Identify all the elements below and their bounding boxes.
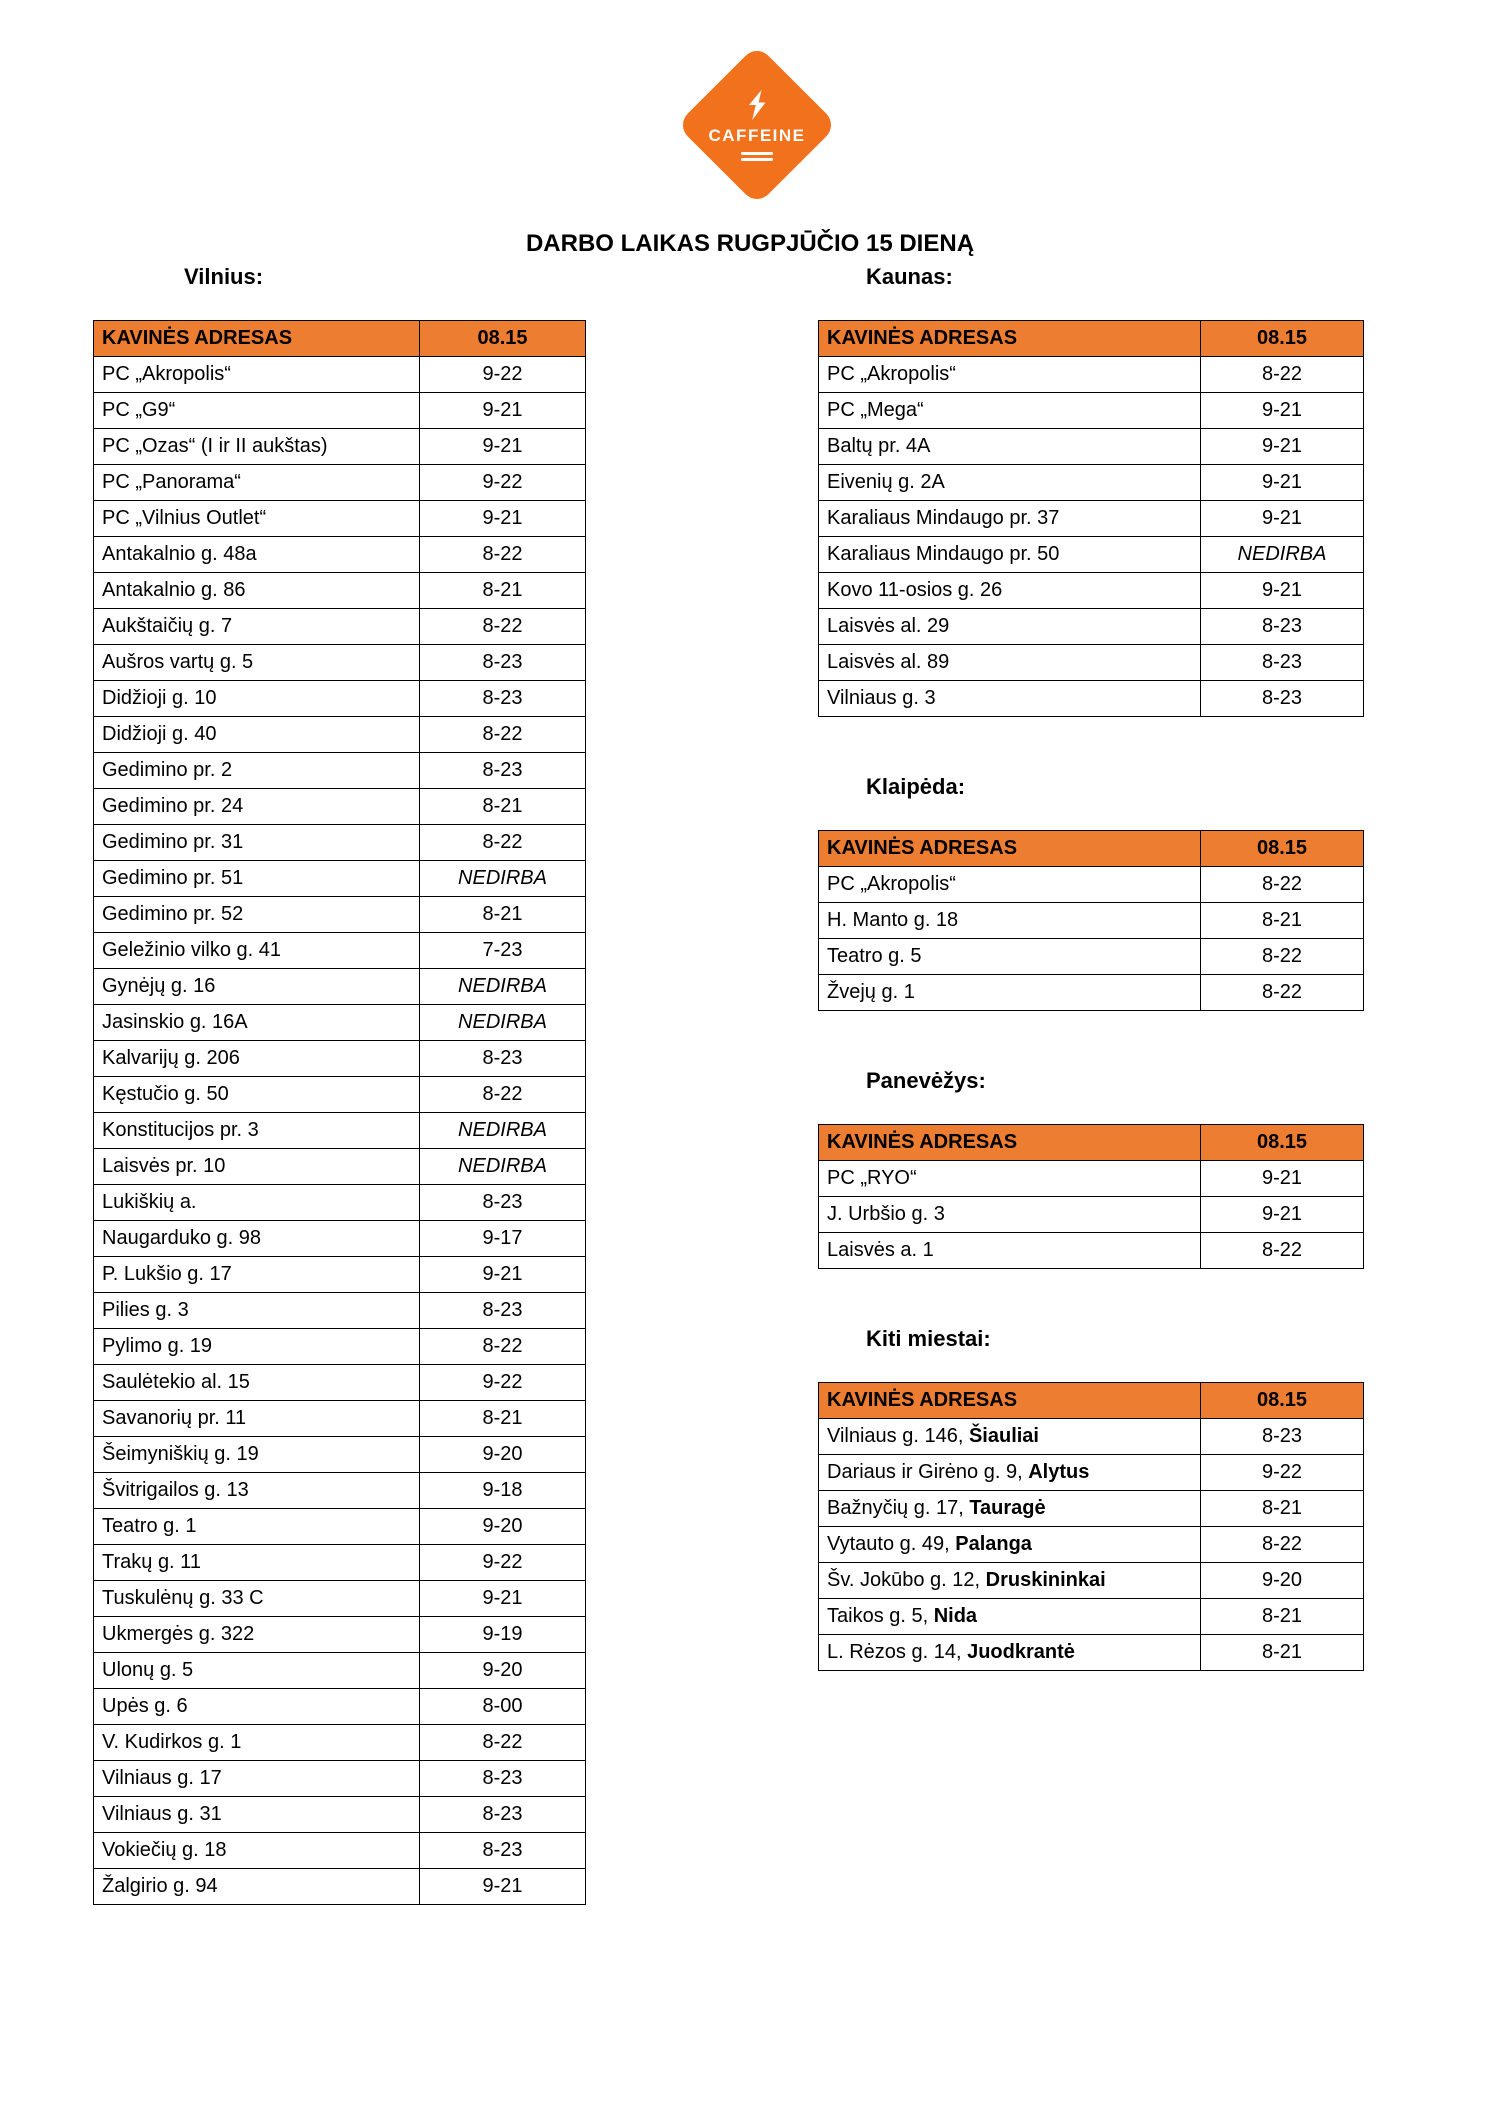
table-row (94, 861, 586, 897)
hours-cell: 8-21 (1201, 1491, 1364, 1527)
hours-cell: 8-22 (420, 717, 586, 753)
table-row (819, 1491, 1364, 1527)
address-cell: Vilniaus g. 3 (819, 681, 1201, 717)
table-row (819, 903, 1364, 939)
address-cell: Šeimyniškių g. 19 (94, 1437, 420, 1473)
table-row (94, 1149, 586, 1185)
hours-cell: 9-18 (420, 1473, 586, 1509)
address-cell: Didžioji g. 10 (94, 681, 420, 717)
address-cell: Antakalnio g. 48a (94, 537, 420, 573)
section-kaunas (818, 262, 1364, 717)
table-row (819, 939, 1364, 975)
hours-cell: 8-23 (420, 1833, 586, 1869)
address-cell: Upės g. 6 (94, 1689, 420, 1725)
address-cell: Naugarduko g. 98 (94, 1221, 420, 1257)
hours-cell: 8-23 (1201, 645, 1364, 681)
table-klaipeda (818, 830, 1364, 1011)
table-row (94, 609, 586, 645)
table-row (819, 1233, 1364, 1269)
address-cell: Vokiečių g. 18 (94, 1833, 420, 1869)
table-row (819, 1419, 1364, 1455)
table-row (94, 1185, 586, 1221)
address-cell: Dariaus ir Girėno g. 9, Alytus (819, 1455, 1201, 1491)
caffeine-logo (674, 42, 840, 208)
hours-cell: 8-21 (420, 573, 586, 609)
table-vilnius (93, 320, 586, 1905)
page-title: DARBO LAIKAS RUGPJŪČIO 15 DIENĄ (525, 230, 975, 257)
table-row (94, 717, 586, 753)
table-row (819, 1563, 1364, 1599)
address-cell: PC „Mega“ (819, 393, 1201, 429)
hours-cell: 9-21 (1201, 1197, 1364, 1233)
hours-cell: 9-20 (420, 1509, 586, 1545)
address-cell: J. Urbšio g. 3 (819, 1197, 1201, 1233)
city-heading-kiti-miestai: Kiti miestai: (866, 1326, 991, 1351)
city-heading-panevezys: Panevėžys: (866, 1068, 986, 1093)
table-row (94, 501, 586, 537)
hours-cell: 9-21 (420, 393, 586, 429)
hours-cell: 9-20 (1201, 1563, 1364, 1599)
address-cell: Karaliaus Mindaugo pr. 37 (819, 501, 1201, 537)
table-row (819, 1599, 1364, 1635)
address-cell: Laisvės a. 1 (819, 1233, 1201, 1269)
address-cell: PC „Akropolis“ (819, 867, 1201, 903)
hours-cell: 8-22 (420, 1329, 586, 1365)
hours-cell: 9-21 (420, 429, 586, 465)
table-row (819, 609, 1364, 645)
table-row (94, 1545, 586, 1581)
city-name-bold: Palanga (955, 1533, 1032, 1555)
hours-cell: 9-22 (420, 1545, 586, 1581)
hours-cell: 9-21 (420, 1869, 586, 1905)
hours-cell: 9-22 (420, 357, 586, 393)
city-name-bold: Nida (933, 1605, 978, 1627)
table-row (819, 867, 1364, 903)
left-column (93, 262, 586, 1905)
table-row (819, 975, 1364, 1011)
hours-cell: 8-21 (1201, 903, 1364, 939)
table-row (94, 1329, 586, 1365)
column-header-date: 08.15 (1201, 321, 1364, 357)
table-kaunas (818, 320, 1364, 717)
hours-cell: NEDIRBA (420, 1005, 586, 1041)
table-row (819, 645, 1364, 681)
hours-cell: 8-22 (420, 1077, 586, 1113)
table-row (94, 1797, 586, 1833)
table-row (94, 825, 586, 861)
table-row (94, 1437, 586, 1473)
address-cell: PC „Akropolis“ (94, 357, 420, 393)
address-cell: Taikos g. 5, Nida (819, 1599, 1201, 1635)
address-cell: Gedimino pr. 31 (94, 825, 420, 861)
column-header-date: 08.15 (1201, 831, 1364, 867)
hours-cell: 8-22 (420, 537, 586, 573)
hours-cell: 9-21 (1201, 1161, 1364, 1197)
hours-cell: 8-22 (1201, 357, 1364, 393)
address-cell: Vilniaus g. 31 (94, 1797, 420, 1833)
hours-cell: 9-21 (1201, 429, 1364, 465)
address-cell: Konstitucijos pr. 3 (94, 1113, 420, 1149)
address-cell: Žalgirio g. 94 (94, 1869, 420, 1905)
logo-underline (741, 152, 773, 161)
table-row (94, 1473, 586, 1509)
address-cell: PC „RYO“ (819, 1161, 1201, 1197)
hours-cell: 9-21 (1201, 573, 1364, 609)
logo-brand-text: CAFFEINE (708, 126, 806, 145)
address-cell: L. Rėzos g. 14, Juodkrantė (819, 1635, 1201, 1671)
address-cell: Kovo 11-osios g. 26 (819, 573, 1201, 609)
table-row (819, 429, 1364, 465)
table-panevezys (818, 1124, 1364, 1269)
hours-cell: 8-23 (1201, 609, 1364, 645)
address-cell: Bažnyčių g. 17, Tauragė (819, 1491, 1201, 1527)
table-row (819, 393, 1364, 429)
hours-cell: 8-23 (420, 645, 586, 681)
table-row (819, 1455, 1364, 1491)
table-row (94, 1689, 586, 1725)
table-row (94, 1401, 586, 1437)
address-cell: PC „Ozas“ (I ir II aukštas) (94, 429, 420, 465)
table-row (94, 1077, 586, 1113)
table-row (94, 753, 586, 789)
hours-cell: 8-23 (420, 1293, 586, 1329)
table-row (819, 501, 1364, 537)
section-kiti-miestai (818, 1324, 1364, 1671)
table-row (94, 1581, 586, 1617)
address-cell: Aušros vartų g. 5 (94, 645, 420, 681)
table-header-row (819, 1125, 1364, 1161)
table-row (94, 1257, 586, 1293)
hours-cell: 8-23 (420, 1797, 586, 1833)
column-header-address: KAVINĖS ADRESAS (819, 1383, 1201, 1419)
table-row (819, 357, 1364, 393)
address-cell: Švitrigailos g. 13 (94, 1473, 420, 1509)
table-row (94, 1293, 586, 1329)
hours-cell: 9-22 (420, 1365, 586, 1401)
hours-cell: 8-21 (420, 789, 586, 825)
hours-cell: 9-22 (420, 465, 586, 501)
hours-cell: 8-21 (1201, 1635, 1364, 1671)
city-heading-vilnius: Vilnius: (184, 264, 264, 289)
table-row (94, 357, 586, 393)
address-cell: Gedimino pr. 24 (94, 789, 420, 825)
address-cell: Tuskulėnų g. 33 C (94, 1581, 420, 1617)
hours-cell: 9-20 (420, 1437, 586, 1473)
address-cell: Antakalnio g. 86 (94, 573, 420, 609)
hours-cell: NEDIRBA (420, 1113, 586, 1149)
right-column (818, 262, 1364, 1671)
hours-cell: 8-23 (1201, 1419, 1364, 1455)
hours-cell: 9-21 (1201, 393, 1364, 429)
address-cell: Vilniaus g. 146, Šiauliai (819, 1419, 1201, 1455)
city-name-bold: Šiauliai (968, 1425, 1039, 1447)
hours-cell: NEDIRBA (1201, 537, 1364, 573)
table-row (94, 1221, 586, 1257)
hours-cell: 8-23 (420, 753, 586, 789)
table-row (94, 1509, 586, 1545)
table-row (819, 465, 1364, 501)
table-row (94, 681, 586, 717)
hours-cell: NEDIRBA (420, 861, 586, 897)
address-cell: Teatro g. 1 (94, 1509, 420, 1545)
section-vilnius (93, 262, 586, 1905)
table-row (819, 1635, 1364, 1671)
table-row (94, 1617, 586, 1653)
hours-cell: 9-21 (420, 1581, 586, 1617)
address-cell: Gedimino pr. 51 (94, 861, 420, 897)
address-cell: Teatro g. 5 (819, 939, 1201, 975)
address-cell: Geležinio vilko g. 41 (94, 933, 420, 969)
table-row (94, 1653, 586, 1689)
section-panevezys (818, 1066, 1364, 1269)
table-row (94, 393, 586, 429)
table-row (94, 1833, 586, 1869)
hours-cell: 8-22 (1201, 1233, 1364, 1269)
address-cell: Savanorių pr. 11 (94, 1401, 420, 1437)
table-kiti-miestai (818, 1382, 1364, 1671)
address-cell: Gedimino pr. 2 (94, 753, 420, 789)
address-cell: PC „Vilnius Outlet“ (94, 501, 420, 537)
address-cell: Vytauto g. 49, Palanga (819, 1527, 1201, 1563)
table-row (94, 1365, 586, 1401)
city-name-bold: Alytus (1028, 1461, 1090, 1483)
table-row (94, 465, 586, 501)
address-cell: PC „Panorama“ (94, 465, 420, 501)
address-cell: Žvejų g. 1 (819, 975, 1201, 1011)
address-cell: Trakų g. 11 (94, 1545, 420, 1581)
hours-cell: 8-22 (420, 609, 586, 645)
hours-cell: 8-22 (1201, 939, 1364, 975)
city-name-bold: Tauragė (969, 1497, 1046, 1519)
address-cell: Baltų pr. 4A (819, 429, 1201, 465)
address-cell: Laisvės pr. 10 (94, 1149, 420, 1185)
table-row (819, 1197, 1364, 1233)
address-cell: PC „Akropolis“ (819, 357, 1201, 393)
column-header-date: 08.15 (420, 321, 586, 357)
table-row (94, 933, 586, 969)
column-header-date: 08.15 (1201, 1383, 1364, 1419)
hours-cell: 8-21 (420, 1401, 586, 1437)
table-row (819, 573, 1364, 609)
hours-cell: 9-21 (1201, 501, 1364, 537)
table-row (94, 645, 586, 681)
address-cell: PC „G9“ (94, 393, 420, 429)
hours-cell: 8-23 (1201, 681, 1364, 717)
address-cell: Ulonų g. 5 (94, 1653, 420, 1689)
hours-cell: 9-22 (1201, 1455, 1364, 1491)
address-cell: Eivenių g. 2A (819, 465, 1201, 501)
table-row (94, 1113, 586, 1149)
address-cell: Kalvarijų g. 206 (94, 1041, 420, 1077)
table-header-row (94, 321, 586, 357)
hours-cell: 8-23 (420, 1761, 586, 1797)
address-cell: Pylimo g. 19 (94, 1329, 420, 1365)
hours-cell: 9-21 (1201, 465, 1364, 501)
table-row (94, 789, 586, 825)
table-row (819, 1161, 1364, 1197)
table-row (94, 1725, 586, 1761)
address-cell: Didžioji g. 40 (94, 717, 420, 753)
address-cell: Aukštaičių g. 7 (94, 609, 420, 645)
hours-cell: 8-22 (1201, 1527, 1364, 1563)
address-cell: Gynėjų g. 16 (94, 969, 420, 1005)
table-row (819, 1527, 1364, 1563)
table-row (94, 1041, 586, 1077)
hours-cell: 9-21 (420, 1257, 586, 1293)
address-cell: Gedimino pr. 52 (94, 897, 420, 933)
column-header-address: KAVINĖS ADRESAS (819, 1125, 1201, 1161)
address-cell: Laisvės al. 89 (819, 645, 1201, 681)
table-row (94, 1869, 586, 1905)
column-header-address: KAVINĖS ADRESAS (819, 831, 1201, 867)
address-cell: Karaliaus Mindaugo pr. 50 (819, 537, 1201, 573)
address-cell: Laisvės al. 29 (819, 609, 1201, 645)
address-cell: Saulėtekio al. 15 (94, 1365, 420, 1401)
address-cell: Ukmergės g. 322 (94, 1617, 420, 1653)
table-header-row (819, 831, 1364, 867)
address-cell: Vilniaus g. 17 (94, 1761, 420, 1797)
address-cell: V. Kudirkos g. 1 (94, 1725, 420, 1761)
table-row (94, 969, 586, 1005)
table-header-row (819, 321, 1364, 357)
city-name-bold: Juodkrantė (967, 1641, 1075, 1663)
hours-cell: 8-22 (420, 1725, 586, 1761)
address-cell: Jasinskio g. 16A (94, 1005, 420, 1041)
column-header-date: 08.15 (1201, 1125, 1364, 1161)
address-cell: Pilies g. 3 (94, 1293, 420, 1329)
table-row (819, 537, 1364, 573)
hours-cell: 8-23 (420, 1185, 586, 1221)
table-row (94, 897, 586, 933)
column-header-address: KAVINĖS ADRESAS (819, 321, 1201, 357)
hours-cell: 8-22 (1201, 867, 1364, 903)
lightning-bolt-icon (745, 89, 769, 121)
table-row (94, 1761, 586, 1797)
section-klaipeda (818, 772, 1364, 1011)
address-cell: P. Lukšio g. 17 (94, 1257, 420, 1293)
city-heading-kaunas: Kaunas: (866, 264, 953, 289)
address-cell: Kęstučio g. 50 (94, 1077, 420, 1113)
hours-cell: 7-23 (420, 933, 586, 969)
column-header-address: KAVINĖS ADRESAS (94, 321, 420, 357)
hours-cell: 8-21 (420, 897, 586, 933)
table-header-row (819, 1383, 1364, 1419)
hours-cell: 8-23 (420, 1041, 586, 1077)
hours-cell: NEDIRBA (420, 1149, 586, 1185)
hours-cell: 9-19 (420, 1617, 586, 1653)
hours-cell: 8-22 (420, 825, 586, 861)
hours-cell: 8-22 (1201, 975, 1364, 1011)
hours-cell: NEDIRBA (420, 969, 586, 1005)
hours-cell: 9-21 (420, 501, 586, 537)
hours-cell: 9-17 (420, 1221, 586, 1257)
city-name-bold: Druskininkai (985, 1569, 1106, 1591)
hours-cell: 8-00 (420, 1689, 586, 1725)
address-cell: H. Manto g. 18 (819, 903, 1201, 939)
table-row (94, 573, 586, 609)
table-row (94, 1005, 586, 1041)
hours-cell: 9-20 (420, 1653, 586, 1689)
table-row (94, 429, 586, 465)
address-cell: Lukiškių a. (94, 1185, 420, 1221)
hours-cell: 8-21 (1201, 1599, 1364, 1635)
table-row (819, 681, 1364, 717)
hours-cell: 8-23 (420, 681, 586, 717)
table-row (94, 537, 586, 573)
address-cell: Šv. Jokūbo g. 12, Druskininkai (819, 1563, 1201, 1599)
city-heading-klaipeda: Klaipėda: (866, 774, 966, 799)
